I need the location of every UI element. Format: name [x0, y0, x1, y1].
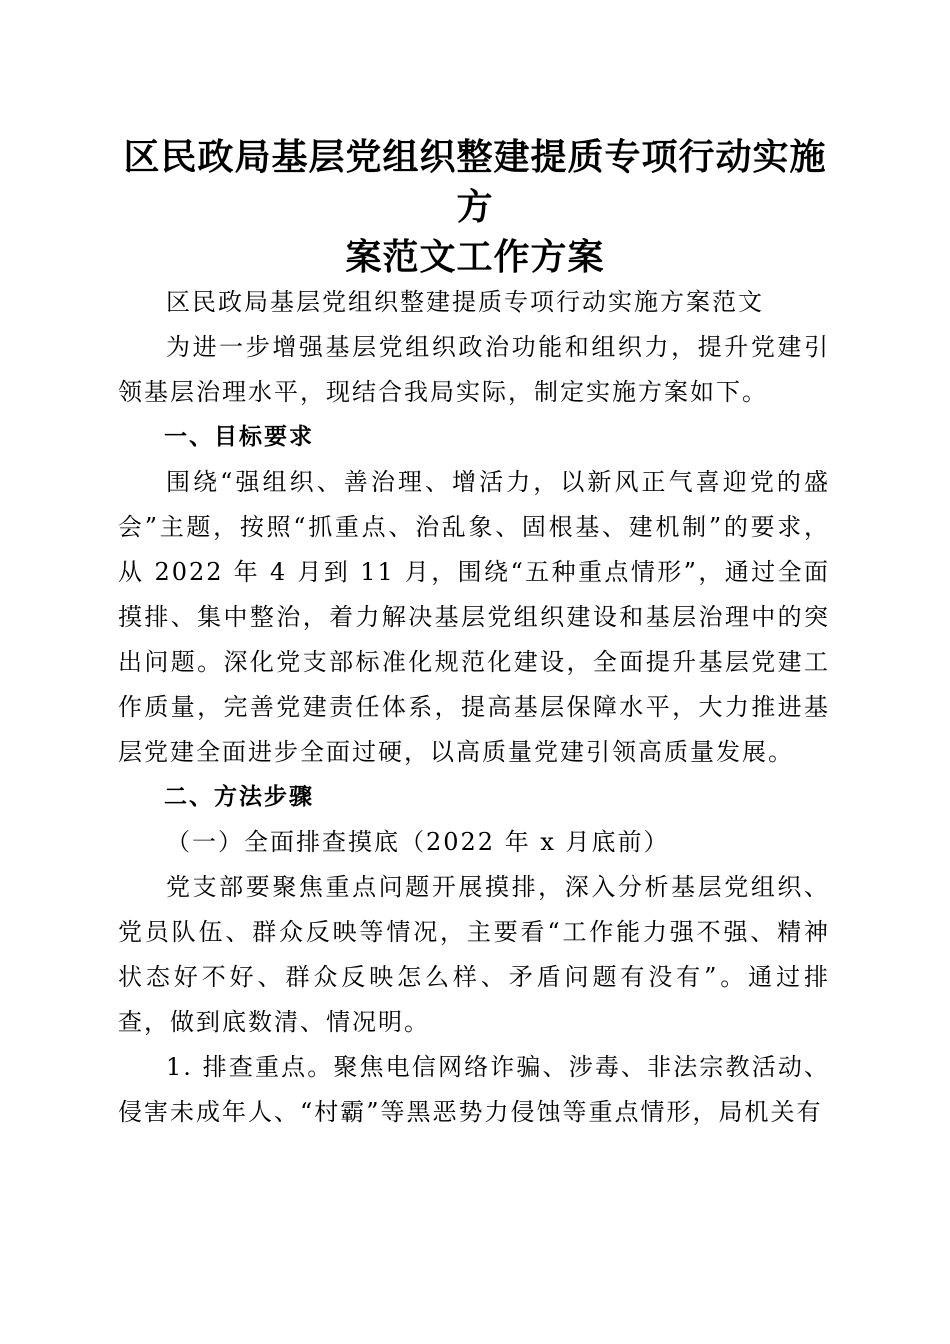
section-heading-methods: 二、方法步骤: [164, 784, 314, 810]
document-title: [110, 132, 840, 282]
intro-title-paragraph: 区民政局基层党组织整建提质专项行动实施方案范文: [166, 288, 764, 316]
title-line-1: 区民政局基层党组织整建提质专项行动实施方: [123, 136, 827, 228]
document-body: [118, 280, 830, 1135]
intro-paragraph: 为进一步增强基层党组织政治功能和组织力，提升党建引领基层治理水平，现结合我局实际，制定实施方案如下。: [118, 333, 830, 406]
list-item: 1. 排查重点。聚焦电信网络诈骗、涉毒、非法宗教活动、侵害未成年人、“村霸”等黑恶势力侵蚀等重点情形，局机关有: [118, 1053, 830, 1126]
section-heading-goals: 一、目标要求: [164, 424, 314, 450]
title-line-2: 案范文工作方案: [345, 236, 605, 278]
goals-paragraph: 围绕“强组织、善治理、增活力，以新风正气喜迎党的盛会”主题，按照“抓重点、治乱象、固根基、建机制”的要求，从 2022 年 4 月到 11 月，围绕“五种重点情形”，通过全面摸排、集中整治，着力解决基层党组织建设和基层治理中的突出问题。深化党支部标准化规范化建设，全面提升基层党建工作质量，完善党建责任体系，提高基层保障水平，大力推进基层党建全面进步全面过硬，以高质量党建引领高质量发展。: [118, 468, 830, 766]
investigation-paragraph: 党支部要聚焦重点问题开展摸排，深入分析基层党组织、党员队伍、群众反映等情况，主要看“工作能力强不强、精神状态好不好、群众反映怎么样、矛盾问题有没有”。通过排查，做到底数清、情况明。: [118, 873, 830, 1036]
subheading-investigation: （一）全面排查摸底（2022 年 x 月底前）: [166, 828, 670, 856]
